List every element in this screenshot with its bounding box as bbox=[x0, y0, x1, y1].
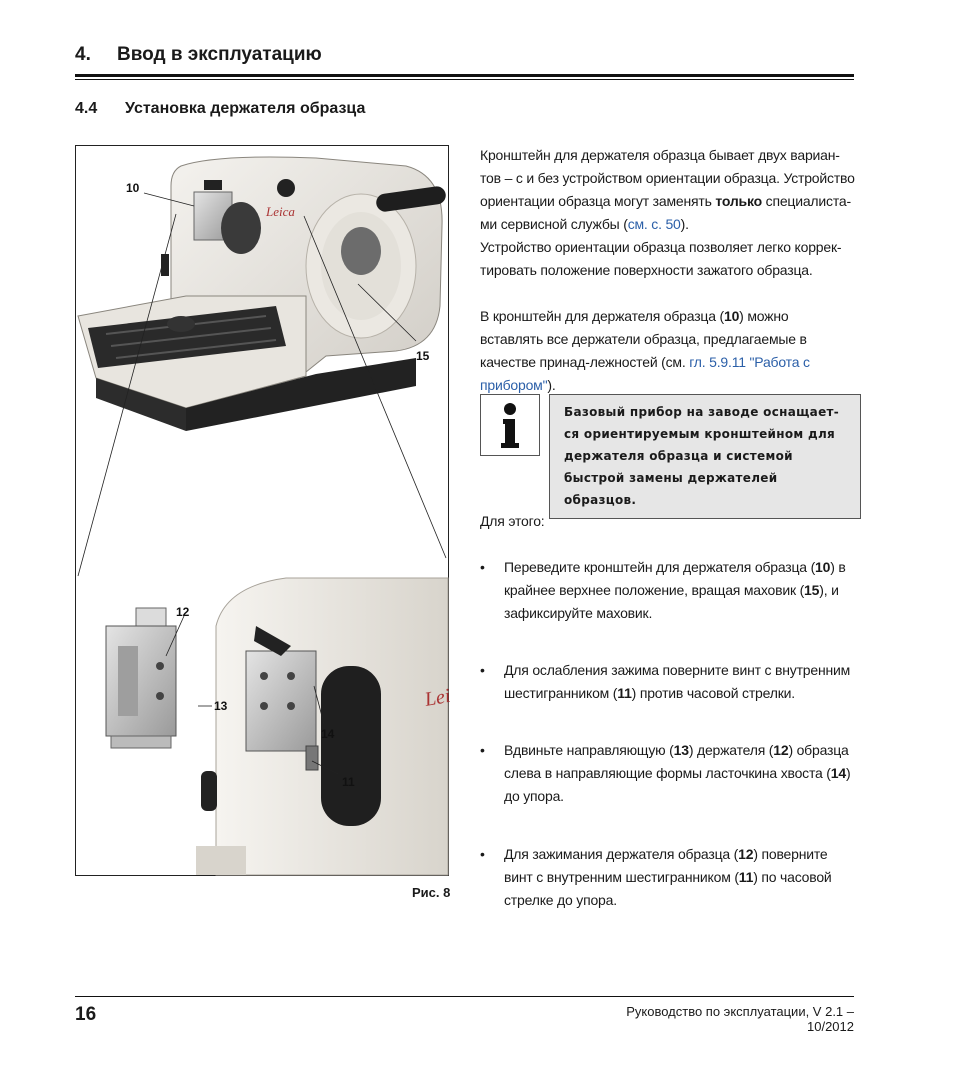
p2-ref: 10 bbox=[723, 308, 740, 324]
intro-text-4: Устройство ориентации образца позволяет легко коррек-тировать положение поверхности зажатого образца. bbox=[480, 239, 842, 278]
step-text: ) до упора. bbox=[504, 765, 851, 804]
subsection-title-text: Установка держателя образца bbox=[125, 100, 366, 117]
info-icon bbox=[480, 394, 540, 456]
step-text: ), и зафиксируйте маховик. bbox=[504, 582, 839, 621]
step-ref: 12 bbox=[738, 846, 754, 862]
intro-bold: только bbox=[715, 193, 762, 209]
label-15: 15 bbox=[416, 349, 430, 363]
step-text: ) поверните винт с внутренним шестигранником ( bbox=[504, 846, 828, 885]
section-title bbox=[75, 44, 322, 66]
bullet: • bbox=[480, 559, 485, 575]
svg-text:Lei: Lei bbox=[423, 684, 453, 711]
step-ref: 10 bbox=[815, 559, 831, 575]
step-1 bbox=[480, 556, 855, 625]
brand-logo: Leica bbox=[266, 204, 295, 219]
page-number: 16 bbox=[75, 1004, 97, 1025]
step-ref: 15 bbox=[804, 582, 820, 598]
label-11: 11 bbox=[342, 775, 355, 789]
footer-text: Руководство по эксплуатации, V 2.1 – 10/2012 bbox=[626, 1004, 854, 1034]
step-ref: 14 bbox=[830, 765, 846, 781]
chapter-link[interactable]: гл. 5.9.11 "Работа с прибором" bbox=[480, 354, 810, 393]
step-text: ) по часовой стрелке до упора. bbox=[504, 869, 832, 908]
bullet: • bbox=[480, 846, 485, 862]
p2-text-2: ) можно вставлять все держатели образца, предлагаемые в качестве принад-лежностей (см. bbox=[480, 308, 807, 370]
label-14: 14 bbox=[321, 727, 335, 741]
intro-text-3: ). bbox=[680, 216, 689, 232]
p2-text-3: ). bbox=[547, 377, 556, 393]
step-text: ) образца слева в направляющие формы ласточкина хвоста ( bbox=[504, 742, 849, 781]
figure-caption: Рис. 8 bbox=[412, 885, 451, 900]
step-text: ) держателя ( bbox=[688, 742, 774, 758]
section-title-text: Ввод в эксплуатацию bbox=[117, 44, 322, 65]
header-rule-thin bbox=[75, 79, 854, 80]
microtome-illustration bbox=[76, 146, 453, 875]
step-ref: 11 bbox=[738, 869, 754, 885]
step-text: Для зажимания держателя образца ( bbox=[504, 846, 739, 862]
intro-text-2: специалиста-ми сервисной службы ( bbox=[480, 193, 851, 232]
bullet: • bbox=[480, 742, 485, 758]
page-50-link[interactable]: см. с. 50 bbox=[627, 216, 681, 232]
figure-8 bbox=[75, 145, 453, 876]
step-ref: 11 bbox=[617, 685, 632, 701]
steps-intro: Для этого: bbox=[480, 513, 545, 529]
step-ref: 13 bbox=[673, 742, 689, 758]
holder-detail-view bbox=[106, 578, 452, 875]
intro-paragraph-2 bbox=[480, 305, 855, 397]
subsection-number: 4.4 bbox=[75, 100, 98, 117]
step-text: ) в крайнее верхнее положение, вращая маховик ( bbox=[504, 559, 846, 598]
header-rule bbox=[75, 74, 854, 77]
subsection-title bbox=[75, 100, 365, 118]
intro-paragraph-1 bbox=[480, 144, 855, 282]
step-4 bbox=[480, 843, 855, 912]
label-13: 13 bbox=[214, 699, 228, 713]
step-3 bbox=[480, 739, 855, 808]
bullet: • bbox=[480, 662, 485, 678]
step-text: Переведите кронштейн для держателя образца ( bbox=[504, 559, 816, 575]
p2-text: В кронштейн для держателя образца ( bbox=[480, 308, 724, 324]
microtome-top-view bbox=[78, 157, 447, 431]
step-2 bbox=[480, 659, 855, 705]
info-note: Базовый прибор на заводе оснащает-ся ориентируемым кронштейном для держателя образца и системой быстрой замены держателей образцов. bbox=[549, 394, 861, 519]
step-text: Для ослабления зажима поверните винт с внутренним шестигранником ( bbox=[504, 662, 851, 701]
step-text: ) против часовой стрелки. bbox=[631, 685, 795, 701]
step-ref: 12 bbox=[773, 742, 789, 758]
step-text: Вдвиньте направляющую ( bbox=[504, 742, 674, 758]
section-number: 4. bbox=[75, 44, 91, 65]
intro-text: Кронштейн для держателя образца бывает двух вариан-тов – с и без устройством ориентации образца. Устройство ориентации образца могут заменять bbox=[480, 147, 855, 209]
label-10: 10 bbox=[126, 181, 140, 195]
footer-rule bbox=[75, 996, 854, 997]
label-12: 12 bbox=[176, 605, 190, 619]
